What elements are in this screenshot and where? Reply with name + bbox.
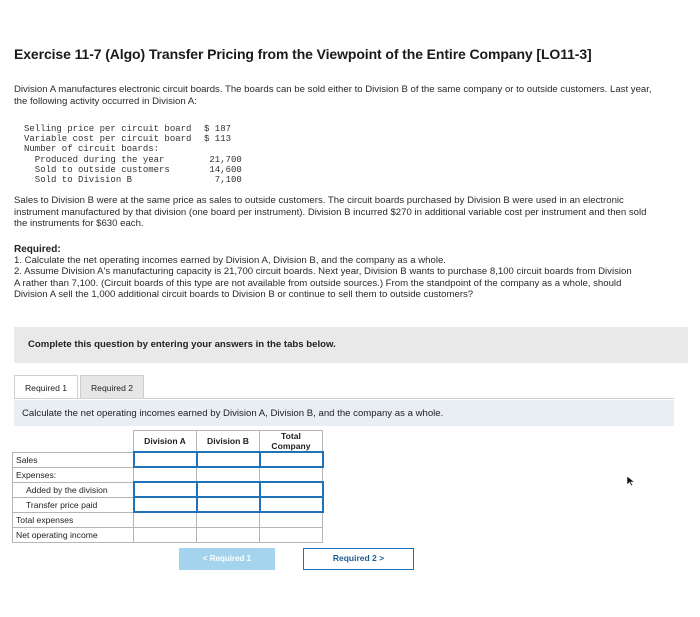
expenses-total-cell — [260, 467, 323, 482]
row-label-expenses: Expenses: — [13, 467, 134, 482]
table-row — [13, 452, 323, 467]
added-division-b-input[interactable] — [197, 482, 260, 497]
header-division-b: Division B — [197, 431, 260, 453]
noi-total-cell[interactable] — [260, 527, 323, 542]
transfer-division-b-input[interactable] — [197, 497, 260, 512]
instruction-text: Complete this question by entering your answers in the tabs below. — [28, 339, 336, 350]
table-row — [13, 527, 323, 542]
income-table — [12, 430, 324, 543]
required-1-text: 1. Calculate the net operating incomes earned by Division A, Division B, and the company as a whole. — [14, 255, 446, 266]
added-total-input[interactable] — [260, 482, 323, 497]
context-paragraph: Sales to Division B were at the same price as sales to outside customers. The circuit boards purchased by Division B were used in an electronic instrument manufactured by that division (one board per instrument). Division B incurred $270 in additional variable cost per instrument and then sold the instruments for $630 each. — [14, 195, 647, 229]
noi-division-b-cell[interactable] — [197, 527, 260, 542]
transfer-division-a-input[interactable] — [134, 497, 197, 512]
table-header-row — [13, 431, 323, 453]
total-expenses-division-b-cell[interactable] — [197, 512, 260, 527]
row-label-net-operating-income: Net operating income — [13, 527, 134, 542]
tab-required-1[interactable]: Required 1 — [14, 375, 78, 399]
total-expenses-total-cell[interactable] — [260, 512, 323, 527]
sales-division-b-input[interactable] — [197, 452, 260, 467]
exercise-title: Exercise 11-7 (Algo) Transfer Pricing from the Viewpoint of the Entire Company [LO11-3] — [14, 46, 592, 62]
row-label-added-by-division: Added by the division — [13, 482, 134, 497]
row-label-transfer-price-paid: Transfer price paid — [13, 497, 134, 512]
next-required-2-button[interactable]: Required 2 > — [303, 548, 414, 570]
sales-total-input[interactable] — [260, 452, 323, 467]
mouse-pointer-icon — [626, 475, 636, 487]
table-row — [13, 482, 323, 497]
prev-required-1-button[interactable]: < Required 1 — [179, 548, 275, 570]
header-total-company: Total Company — [260, 431, 323, 453]
required-heading: Required: — [14, 244, 61, 255]
noi-division-a-cell[interactable] — [134, 527, 197, 542]
facts-values: $ 187 $ 113 21,700 14,600 7,100 — [204, 124, 242, 186]
expenses-division-a-cell — [134, 467, 197, 482]
question-text: Calculate the net operating incomes earned by Division A, Division B, and the company as a whole. — [22, 408, 444, 419]
question-bar — [14, 400, 674, 426]
facts-labels: Selling price per circuit board Variable cost per circuit board Number of circuit boards: Produced during the year Sold to outside customers Sold to Division B — [24, 124, 192, 186]
table-corner — [13, 431, 134, 453]
table-row — [13, 497, 323, 512]
row-label-sales: Sales — [13, 452, 134, 467]
instruction-box — [14, 327, 688, 363]
table-row — [13, 467, 323, 482]
table-row — [13, 512, 323, 527]
row-label-total-expenses: Total expenses — [13, 512, 134, 527]
tab-required-2[interactable]: Required 2 — [80, 375, 144, 399]
total-expenses-division-a-cell[interactable] — [134, 512, 197, 527]
tab-divider — [14, 398, 674, 399]
header-division-a: Division A — [134, 431, 197, 453]
intro-paragraph: Division A manufactures electronic circuit boards. The boards can be sold either to Division B of the same company or to outside customers. Last year, the following activity occurred in Division A: — [14, 84, 652, 107]
transfer-total-input[interactable] — [260, 497, 323, 512]
required-2-text: 2. Assume Division A's manufacturing capacity is 21,700 circuit boards. Next year, Division B wants to purchase 8,100 circuit boards from Division A rather than 7,100. (Circuit boards of this type are not available from outside sources.) From the standpoint of the company as a whole, should Division A sell the 1,000 additional circuit boards to Division B or continue to sell them to outside customers? — [14, 266, 632, 300]
added-division-a-input[interactable] — [134, 482, 197, 497]
sales-division-a-input[interactable] — [134, 452, 197, 467]
expenses-division-b-cell — [197, 467, 260, 482]
